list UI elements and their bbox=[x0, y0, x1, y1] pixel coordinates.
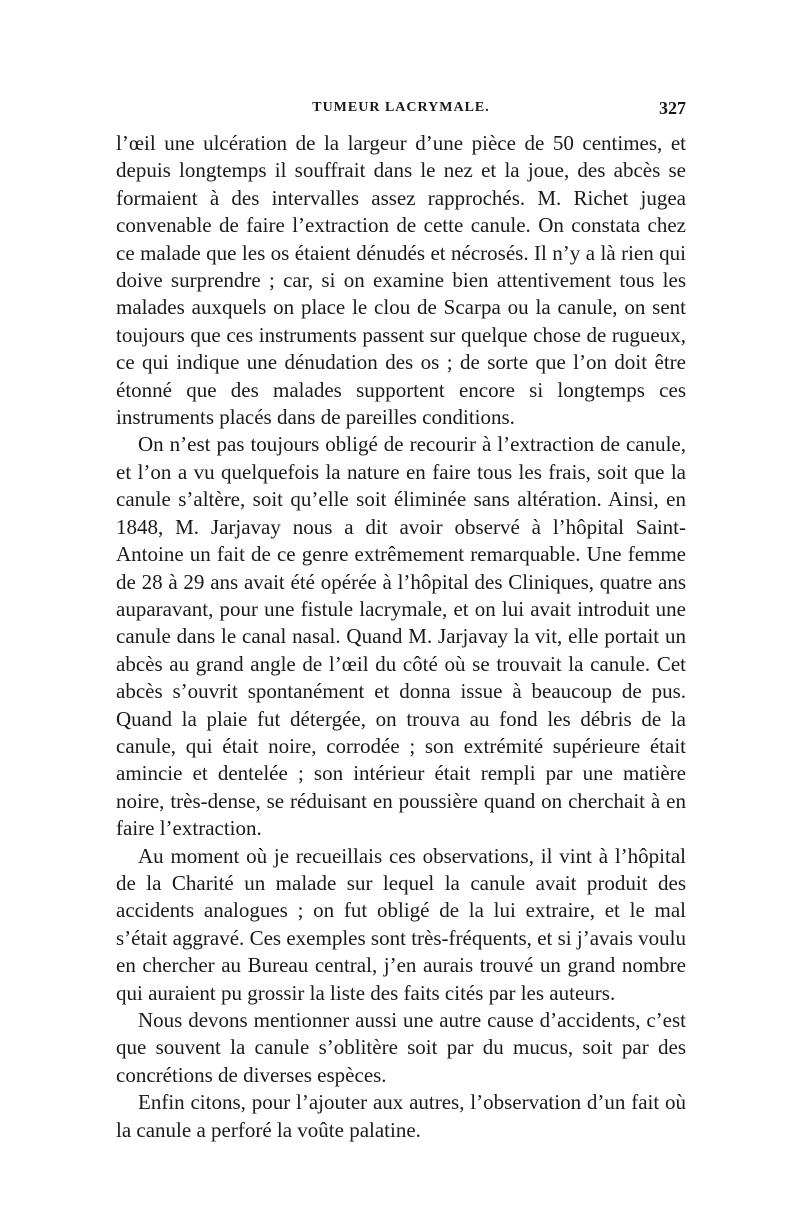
running-title: TUMEUR LACRYMALE. bbox=[312, 100, 490, 115]
page-number: 327 bbox=[659, 98, 686, 118]
running-head bbox=[116, 100, 686, 126]
book-page bbox=[116, 100, 686, 1144]
paragraph: Au moment où je recueillais ces observations, il vint à l’hôpital de la Charité un malade sur lequel la canule avait produit des accidents analogues ; on fut obligé de la lui extraire, et le mal s’était aggravé. Ces exemples sont très-fréquents, et si j’avais voulu en chercher au Bureau central, j’en aurais trouvé un grand nombre qui auraient pu grossir la liste des faits cités par les auteurs. bbox=[116, 843, 686, 1005]
paragraph: Nous devons mentionner aussi une autre cause d’accidents, c’est que souvent la canule s’oblitère soit par du mucus, soit par des concrétions de diverses espèces. bbox=[116, 1008, 686, 1087]
paragraph: Enfin citons, pour l’ajouter aux autres, l’observation d’un fait où la canule a perforé la voûte palatine. bbox=[116, 1090, 686, 1142]
paragraph: On n’est pas toujours obligé de recourir à l’extraction de canule, et l’on a vu quelquefois la nature en faire tous les frais, soit que la canule s’altère, soit qu’elle soit éliminée sans altération. Ainsi, en 1848, M. Jarjavay nous a dit avoir observé à l’hôpital Saint-Antoine un fait de ce genre extrêmement remarquable. Une femme de 28 à 29 ans avait été opérée à l’hôpital des Cliniques, quatre ans auparavant, pour une fistule lacrymale, et on lui avait introduit une canule dans le canal nasal. Quand M. Jarjavay la vit, elle portait un abcès au grand angle de l’œil du côté où se trouvait la canule. Cet abcès s’ouvrit spontanément et donna issue à beaucoup de pus. Quand la plaie fut détergée, on trouva au fond les débris de la canule, qui était noire, corrodée ; son extrémité supérieure était amincie et dentelée ; son intérieur était rempli par une matière noire, très-dense, se réduisant en poussière quand on cherchait à en faire l’extraction. bbox=[116, 432, 686, 841]
paragraph-continued: l’œil une ulcération de la largeur d’une pièce de 50 centimes, et depuis longtemps il souffrait dans le nez et la joue, des abcès se formaient à des intervalles assez rapprochés. M. Richet jugea convenable de faire l’extraction de cette canule. On constata chez ce malade que les os étaient dénudés et nécrosés. Il n’y a là rien qui doive surprendre ; car, si on examine bien attentivement tous les malades auxquels on place le clou de Scarpa ou la canule, on sent toujours que ces instruments passent sur quelque chose de rugueux, ce qui indique une dénudation des os ; de sorte que l’on doit être étonné que des malades supportent encore si longtemps ces instruments placés dans de pareilles conditions. bbox=[116, 131, 686, 430]
